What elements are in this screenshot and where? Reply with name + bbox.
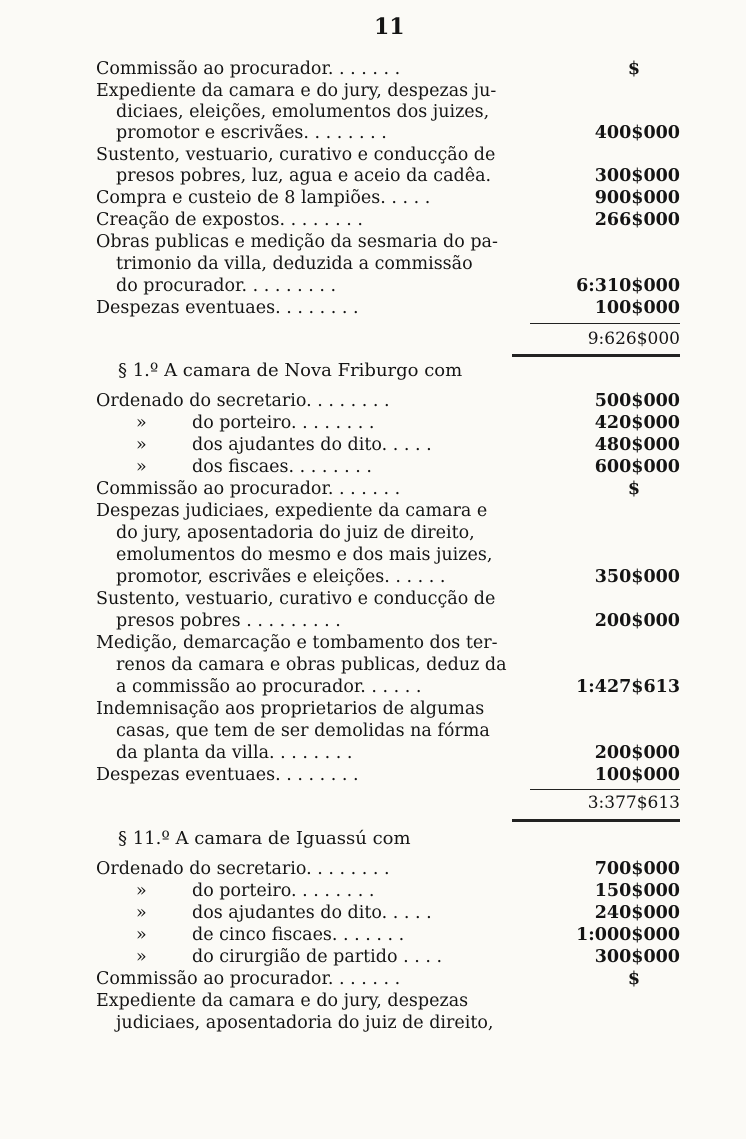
ditto-mark: »: [136, 925, 147, 945]
row-amount: 6:310$000: [576, 276, 680, 296]
row-label: do procurador. . . . . . . . .: [116, 276, 337, 296]
ledger-row: [96, 880, 680, 902]
row-label: a commissão ao procurador. . . . . .: [116, 677, 422, 697]
block-total: 3:377$613: [587, 793, 680, 813]
ledger-row: [96, 764, 680, 786]
ledger-row: [96, 297, 680, 319]
ledger-row: [96, 209, 680, 231]
row-amount: 600$000: [594, 457, 680, 477]
ledger-row: [96, 968, 680, 990]
row-label: Commissão ao procurador. . . . . . .: [96, 59, 401, 79]
total-double-rule: [512, 819, 680, 822]
row-amount: 480$000: [594, 435, 680, 455]
row-text: emolumentos do mesmo e dos mais juizes,: [116, 545, 493, 565]
row-amount: $: [627, 59, 640, 79]
ditto-mark: »: [136, 435, 147, 455]
row-label: promotor, escrivães e eleições. . . . . .: [116, 567, 446, 587]
row-text: Obras publicas e medição da sesmaria do pa-: [96, 232, 498, 252]
ledger-row: [96, 478, 680, 500]
row-amount: 350$000: [594, 567, 680, 587]
row-amount: 200$000: [594, 743, 680, 763]
row-label: do porteiro. . . . . . . .: [192, 881, 375, 901]
ledger-row: [116, 610, 680, 632]
row-label: do cirurgião de partido . . . .: [192, 947, 443, 967]
row-label: Despezas eventuaes. . . . . . . .: [96, 765, 359, 785]
row-text: do jury, aposentadoria do juiz de direito,: [116, 523, 475, 543]
row-label: da planta da villa. . . . . . . .: [116, 743, 353, 763]
row-text: Despezas judiciaes, expediente da camara e: [96, 501, 488, 521]
row-text: diciaes, eleições, emolumentos dos juizes,: [116, 102, 490, 122]
row-text: casas, que tem de ser demolidas na fórma: [116, 721, 490, 741]
row-amount: 400$000: [594, 123, 680, 143]
block-total: 9:626$000: [587, 329, 680, 349]
ledger-row: [96, 187, 680, 209]
row-amount: 1:000$000: [576, 925, 680, 945]
row-label: dos ajudantes do dito. . . . .: [192, 903, 432, 923]
row-text: Expediente da camara e do jury, despezas ju-: [96, 81, 497, 101]
row-amount: 150$000: [594, 881, 680, 901]
row-label: Ordenado do secretario. . . . . . . .: [96, 391, 390, 411]
ledger-row: [96, 434, 680, 456]
row-text: Sustento, vestuario, curativo e conducção de: [96, 145, 496, 165]
row-label: Creação de expostos. . . . . . . .: [96, 210, 363, 230]
row-amount: $: [627, 479, 640, 499]
sum-rule: [530, 789, 680, 790]
row-label: promotor e escrivães. . . . . . . .: [116, 123, 387, 143]
row-amount: 100$000: [594, 765, 680, 785]
row-label: dos ajudantes do dito. . . . .: [192, 435, 432, 455]
ledger-row: [96, 924, 680, 946]
row-label: Commissão ao procurador. . . . . . .: [96, 969, 401, 989]
ledger-row: [116, 165, 680, 187]
row-text: renos da camara e obras publicas, deduz da: [116, 655, 507, 675]
ledger-row: [116, 566, 680, 588]
ditto-mark: »: [136, 413, 147, 433]
row-label: presos pobres, luz, agua e aceio da cadêa.: [116, 166, 492, 186]
row-amount: 200$000: [594, 611, 680, 631]
row-label: Commissão ao procurador. . . . . . .: [96, 479, 401, 499]
ledger-row: [116, 742, 680, 764]
row-label: Ordenado do secretario. . . . . . . .: [96, 859, 390, 879]
row-label: Despezas eventuaes. . . . . . . .: [96, 298, 359, 318]
ledger-row: [96, 946, 680, 968]
section-heading: § 11.º A camara de Iguassú com: [118, 828, 411, 849]
row-amount: 100$000: [594, 298, 680, 318]
ledger-row: [116, 122, 680, 144]
row-label: dos fiscaes. . . . . . . .: [192, 457, 372, 477]
ditto-mark: »: [136, 881, 147, 901]
row-amount: 1:427$613: [576, 677, 680, 697]
ledger-row: [96, 412, 680, 434]
section-heading: § 1.º A camara de Nova Friburgo com: [118, 360, 463, 381]
ledger-row: [96, 58, 680, 80]
row-label: de cinco fiscaes. . . . . . .: [192, 925, 405, 945]
ditto-mark: »: [136, 947, 147, 967]
row-amount: 420$000: [594, 413, 680, 433]
ditto-mark: »: [136, 457, 147, 477]
row-text: judiciaes, aposentadoria do juiz de direito,: [116, 1013, 494, 1033]
ledger-row: [96, 456, 680, 478]
row-amount: 240$000: [594, 903, 680, 923]
row-amount: 900$000: [594, 188, 680, 208]
row-text: Expediente da camara e do jury, despezas: [96, 991, 469, 1011]
row-text: Medição, demarcação e tombamento dos ter-: [96, 633, 498, 653]
row-label: Compra e custeio de 8 lampiões. . . . .: [96, 188, 431, 208]
row-text: trimonio da villa, deduzida a commissão: [116, 254, 473, 274]
ledger-row: [96, 390, 680, 412]
row-amount: 700$000: [594, 859, 680, 879]
row-amount: 500$000: [594, 391, 680, 411]
row-amount: 300$000: [594, 166, 680, 186]
row-amount: $: [627, 969, 640, 989]
ditto-mark: »: [136, 903, 147, 923]
row-amount: 266$000: [594, 210, 680, 230]
sum-rule: [530, 323, 680, 324]
ledger-row: [116, 275, 680, 297]
row-label: do porteiro. . . . . . . .: [192, 413, 375, 433]
ledger-row: [96, 902, 680, 924]
row-text: Sustento, vestuario, curativo e conducção de: [96, 589, 496, 609]
ledger-row: [116, 676, 680, 698]
page-number: 11: [374, 14, 405, 40]
ledger-row: [96, 858, 680, 880]
row-label: presos pobres . . . . . . . . .: [116, 611, 341, 631]
row-text: Indemnisação aos proprietarios de algumas: [96, 699, 485, 719]
total-double-rule: [512, 354, 680, 357]
row-amount: 300$000: [594, 947, 680, 967]
